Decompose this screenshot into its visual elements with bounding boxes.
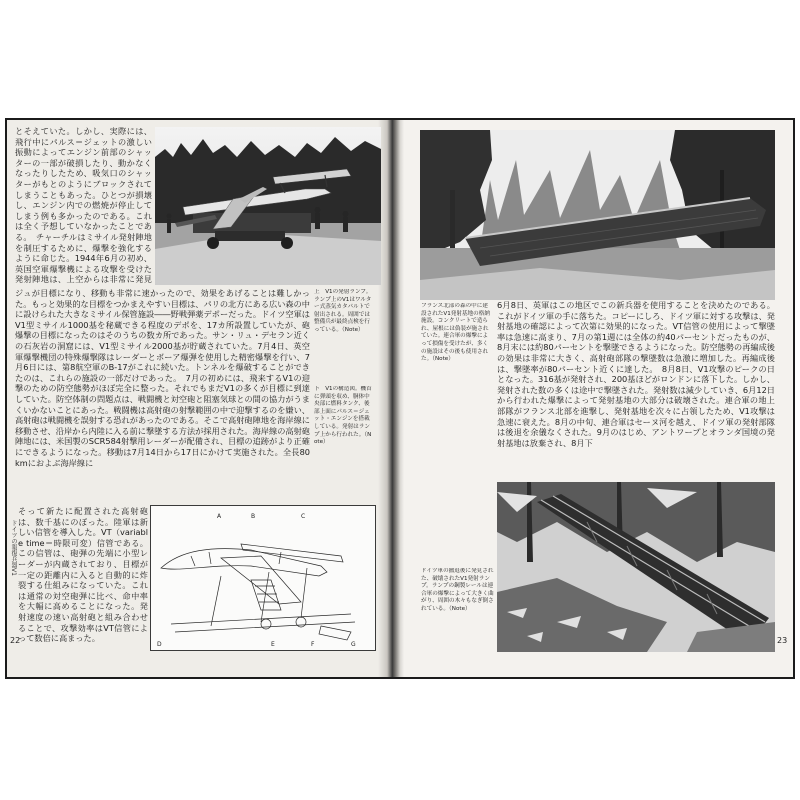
diagram-label-top-b: B — [251, 513, 256, 520]
photo-launch-site-bunker — [420, 130, 775, 300]
caption-bunker-photo: フランス北部の森の中に建設されたV1発射基地の格納施設。コンクリートで造られ、屋根には偽装が施されていた。連合軍の爆撃によって損傷を受けたが、多くの施設はその後も使用された。（Note） — [421, 303, 490, 363]
diagram-label-bottom-f: F — [311, 641, 315, 648]
caption-launch-ramp-photo: 上 V1の発射ランプ。ランプ上のV1はワルター式蒸気カタパルトで射出される。周囲では整備兵が最終点検を行っている。（Note） — [314, 289, 372, 333]
photo-destroyed-launch-ramp-image — [497, 482, 775, 652]
left-text-column-top: とそえていた。しかし、実際には、飛行中にパルス＝ジェットの激しい振動によってエンジン前部のシャッターの一部が破損したり、動かなくなったりしたため、吸気口のシャッターがもとのようにブロックされてしまうこともあった。ひとつが損壊し、エンジン内での燃焼が停止してしまう例も多かったのである。これは全く予想していなかったことである。 チャーチルはミサイル発射陣地を制圧するために、爆撃を強化するように命じた。1944年6月の初め、英国空軍爆撃機による攻撃を受けた発射陣地は、上空からは非常に発見 — [15, 126, 152, 285]
diagram-label-bottom-d: D — [157, 641, 162, 648]
page-number-right: 23 — [777, 636, 788, 645]
book-gutter — [378, 120, 404, 677]
diagram-label-top-c: C — [301, 513, 306, 520]
photo-launch-site-bunker-image — [420, 130, 775, 300]
diagram-label-top-a: A — [217, 513, 222, 520]
v1-cutaway-diagram — [150, 505, 376, 651]
running-side-title: ドイツの報復兵器V1 — [10, 520, 17, 576]
left-body-text: ジュが目標になり、移動も非常に速かったので、効果をあげることは難しかった。もっと効果的な目標をつかまえやすい目標は、パリの北方にある広い森の中に設けられた大きなミサイル保管施設――野戦弾薬デポーだった。ドイツ空軍はV1型ミサイル1000基を秘蔵できる程度のデポを、17カ所設置していたが、砲爆撃の目標になったのはそのうちの数カ所であった。サン・リュ・デセラン近くの石灰岩の洞窟には、V1型ミサイル2000基が貯蔵されていた。7月4日、英空軍爆撃機団の特殊爆撃隊はレーダーとボーア爆弾を使用した精密爆撃を行い、7月6日には、第8航空軍のB-17がこれに続いた。トンネルを爆破することができたのは、これらの施設の一部だけであった。 7月の初めには、飛来するV1の迎撃のための防空態勢がほぼ完全に整った。それでもまだV1の多くが目標に到達していた。防空体制の問題点は、戦闘機と対空砲と阻塞気球との間の協力がうまくいかないことにあった。戦闘機は高射砲の射撃範囲の中で迎撃するのを嫌い、高射砲は戦闘機を誤射する恐れがあったのである。そこで高射砲陣地を海岸線に移動させ、沿岸から内陸に入る前に撃墜する方法が採用された。海岸線の高射砲陣地には、米国製のSCR584射撃用レーダーが配備され、目標の追跡がより正確にできるようになった。移動は7月14日から17日にかけて実施された。全長80kmにおよぶ海岸線に — [15, 288, 310, 468]
caption-destroyed-ramp-photo: ドイツ軍の撤退後に発見された、破壊されたV1発射ランプ。ランプの鋼製レールは連合軍の爆撃によって大きく曲がり、周囲の木々もなぎ倒されている。（Note） — [421, 568, 494, 612]
ramp-frame — [171, 568, 355, 632]
v1-cutaway-drawing — [151, 506, 375, 650]
page-number-left: 22 — [10, 636, 21, 645]
diagram-label-bottom-e: E — [271, 641, 275, 648]
fuselage-outline — [161, 549, 327, 576]
left-text-column-bottom: そって新たに配置された高射砲は、数千基にのぼった。陸軍は新しい信管を導入した。VT（variable time＝時限可変）信管である。この信管は、砲弾の先端に小型レーダーが内蔵されており、目標が一定の距離内に入ると自動的に炸裂する仕組みになっていた。これは通常の対空砲弾に比べ、命中率を大幅に高めることになった。発射速度の速い高射砲と組み合わせることで、攻撃効率はVT信管によって数倍に高まった。 — [18, 506, 148, 644]
caption-v1-diagram: 下 V1の構造図。機首に弾頭を収め、胴体中央部に燃料タンク、後部上面にパルス＝ジェット・エンジンを搭載している。発射はランプ上から行われた。（Note） — [314, 386, 372, 446]
photo-v1-on-launch-ramp — [155, 127, 381, 285]
photo-v1-on-launch-ramp-image — [155, 127, 381, 285]
diagram-label-bottom-g: G — [351, 641, 356, 648]
photo-destroyed-launch-ramp — [497, 482, 775, 652]
right-body-text: 6月8日、英軍はこの地区でこの新兵器を使用することを決めたのである。これがドイツ軍の手に落ちた。コピーにしろ、ドイツ軍に対する攻撃は、発射基地の確認によって次第に効果的になった。VT信管の使用によって撃墜率は急速に高まり、7月の第1週には全体の約40パーセントだったものが、8月末には約80パーセントを撃墜できるようになった。防空態勢の再編成後の効果は非常に大きく、高射砲部隊の撃墜数は急激に増加した。再編成後は、撃墜率が80パーセント近くに達した。 8月8日、V1攻撃のピークの日となった。316基が発射され、200基ほどがロンドンに落下した。しかし、発射された数の多くは途中で撃墜された。発射数は減少していき、6月12日から行われた爆撃によって発射基地の大部分は破壊された。連合軍の地上部隊がフランス北部を進撃し、発射基地を次々に占領したため、V1攻撃は急速に衰えた。8月の中旬、連合軍はセーヌ河を越え、ドイツ軍の発射部隊は後退を余儀なくされた。9月のはじめ、アントワープとオランダ国境の発射基地は放棄され、8月下 — [497, 300, 775, 448]
